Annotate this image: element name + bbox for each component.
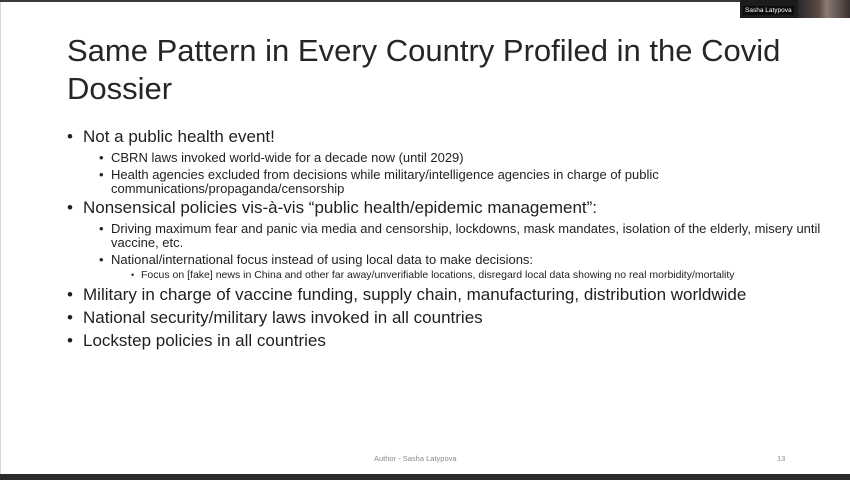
window-bottom-border — [0, 474, 850, 480]
sub-bullet-item: • CBRN laws invoked world-wide for a decade now (until 2029) — [99, 151, 827, 165]
bullet-item: • Lockstep policies in all countries — [67, 332, 827, 350]
participant-name: Sasha Latypova — [745, 7, 792, 14]
presentation-slide — [0, 2, 850, 474]
participant-video — [798, 0, 850, 18]
bullet-item: • Military in charge of vaccine funding, supply chain, manufacturing, distribution worldwide — [67, 286, 827, 304]
slide-title: Same Pattern in Every Country Profiled in the Covid Dossier — [67, 33, 781, 106]
bullet-item: • Not a public health event! — [67, 128, 827, 146]
footer-author: Author - Sasha Latypova — [374, 454, 457, 463]
bullet-item: • National security/military laws invoked in all countries — [67, 309, 827, 327]
sub-bullet-item: • Health agencies excluded from decisions while military/intelligence agencies in charge of public communications/propaganda/censorship — [99, 168, 827, 196]
bullet-list — [67, 128, 827, 355]
sub-sub-bullet-item: • Focus on [fake] news in China and other far away/unverifiable locations, disregard local data showing no real morbidity/mortality — [131, 270, 827, 282]
participant-video-thumbnail[interactable] — [740, 0, 850, 18]
bullet-item: • Nonsensical policies vis-à-vis “public health/epidemic management”: — [67, 199, 827, 217]
sub-bullet-item: • National/international focus instead of using local data to make decisions: — [99, 253, 827, 267]
slide-number: 13 — [777, 454, 786, 463]
sub-bullet-item: • Driving maximum fear and panic via media and censorship, lockdowns, mask mandates, isolation of the elderly, misery until vaccine, etc. — [99, 222, 827, 250]
